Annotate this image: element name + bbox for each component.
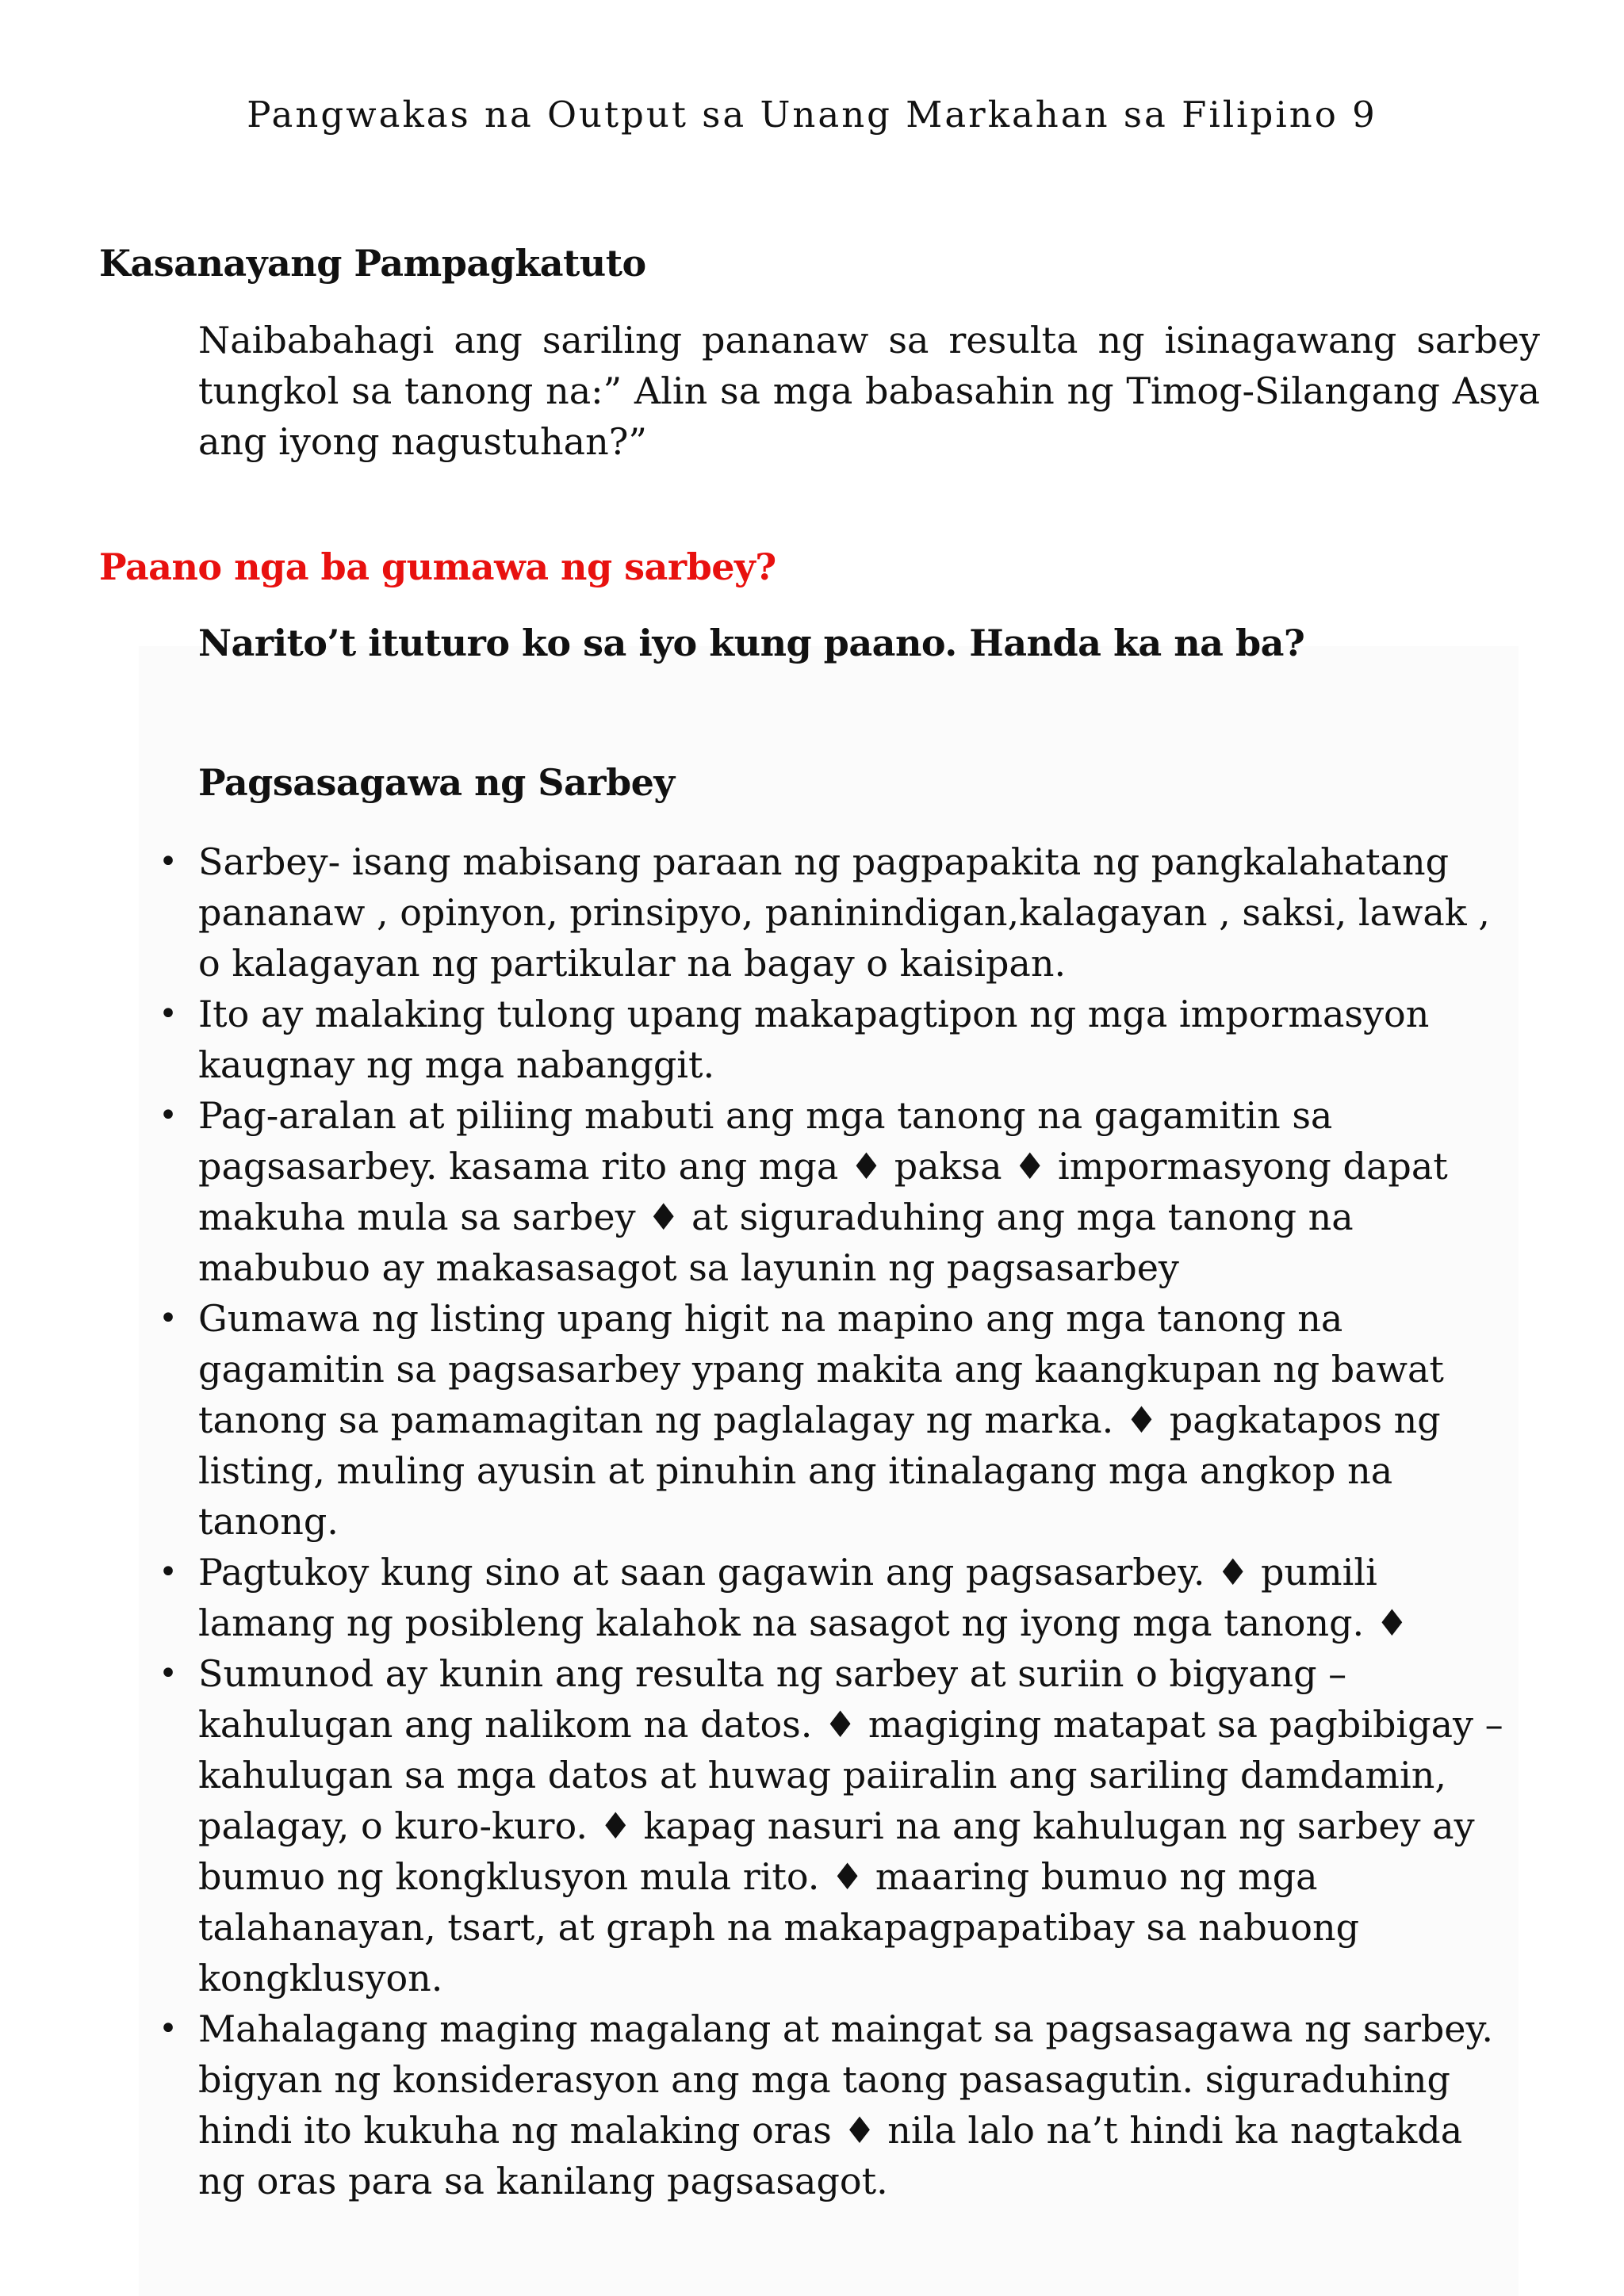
list-item-text: Pag-aralan at piliing mabuti ang mga tanong na gagamitin sa pagsasarbey. kasama rito ang mga ♦ paksa ♦ impormasyong dapat makuha mula sa sarbey ♦ at siguraduhing ang mga tanong na mabubuo ay makasasagot sa layunin ng pagsasarbey [198, 1094, 1448, 1289]
section-heading-kasanayan: Kasanayang Pampagkatuto [99, 242, 646, 285]
list-item-text: Mahalagang maging magalang at maingat sa pagsasagawa ng sarbey. bigyan ng konsiderasyon ang mga taong pasasagutin. siguraduhing hindi ito kukuha ng malaking oras ♦ nila lalo na’t hindi ka nagtakda ng oras para sa kanilang pagsasagot. [198, 2007, 1494, 2202]
section-heading-paano: Paano nga ba gumawa ng sarbey? [99, 545, 776, 588]
bullet-icon: • [159, 844, 178, 880]
learning-competency-paragraph: Naibabahagi ang sariling pananaw sa resulta ng isinagawang sarbey tungkol sa tanong na:” Alin sa mga babasahin ng Timog-Silangang Asya ang iyong nagustuhan?” [198, 319, 1540, 463]
list-item-text: Gumawa ng listing upang higit na mapino ang mga tanong na gagamitin sa pagsasarbey ypang makita ang kaangkupan ng bawat tanong sa pamamagitan ng paglalagay ng marka. ♦ pagkatapos ng listing, muling ayusin at pinuhin ang itinalagang mga angkop na tanong. [198, 1297, 1444, 1543]
intro-line: Narito’t ituturo ko sa iyo kung paano. Handa ka na ba? [198, 622, 1305, 664]
subheading-pagsasagawa: Pagsasagawa ng Sarbey [198, 761, 675, 804]
list-item-text: Sarbey- isang mabisang paraan ng pagpapakita ng pangkalahatang pananaw , opinyon, prinsipyo, paninindigan,kalagayan , saksi, lawak , o kalagayan ng partikular na bagay o kaisipan. [198, 840, 1490, 985]
list-item [159, 1090, 1515, 1293]
bullet-icon: • [159, 1554, 178, 1590]
list-item [159, 1293, 1515, 1547]
bullet-icon: • [159, 1300, 178, 1337]
list-item-text: Ito ay malaking tulong upang makapagtipon ng mga impormasyon kaugnay ng mga nabanggit. [198, 993, 1430, 1086]
survey-steps-list [159, 836, 1515, 2206]
bullet-icon: • [159, 1097, 178, 1134]
list-item [159, 1648, 1515, 2003]
list-item [159, 836, 1515, 989]
list-item-text: Sumunod ay kunin ang resulta ng sarbey at suriin o bigyang –kahulugan ang nalikom na datos. ♦ magiging matapat sa pagbibigay – kahulugan sa mga datos at huwag paiiralin ang sariling damdamin, palagay, o kuro-kuro. ♦ kapag nasuri na ang kahulugan ng sarbey ay bumuo ng kongklusyon mula rito. ♦ maaring bumuo ng mga talahanayan, tsart, at graph na makapagpapatibay sa nabuong kongklusyon. [198, 1652, 1503, 1999]
bullet-icon: • [159, 2011, 178, 2047]
list-item [159, 2003, 1515, 2206]
list-item-text: Pagtukoy kung sino at saan gagawin ang pagsasarbey. ♦ pumili lamang ng posibleng kalahok na sasagot ng iyong mga tanong. ♦ [198, 1551, 1409, 1644]
document-title: Pangwakas na Output sa Unang Markahan sa Filipino 9 [247, 94, 1377, 136]
list-item [159, 1547, 1515, 1648]
list-item [159, 989, 1515, 1090]
bullet-icon: • [159, 996, 178, 1032]
bullet-icon: • [159, 1655, 178, 1692]
